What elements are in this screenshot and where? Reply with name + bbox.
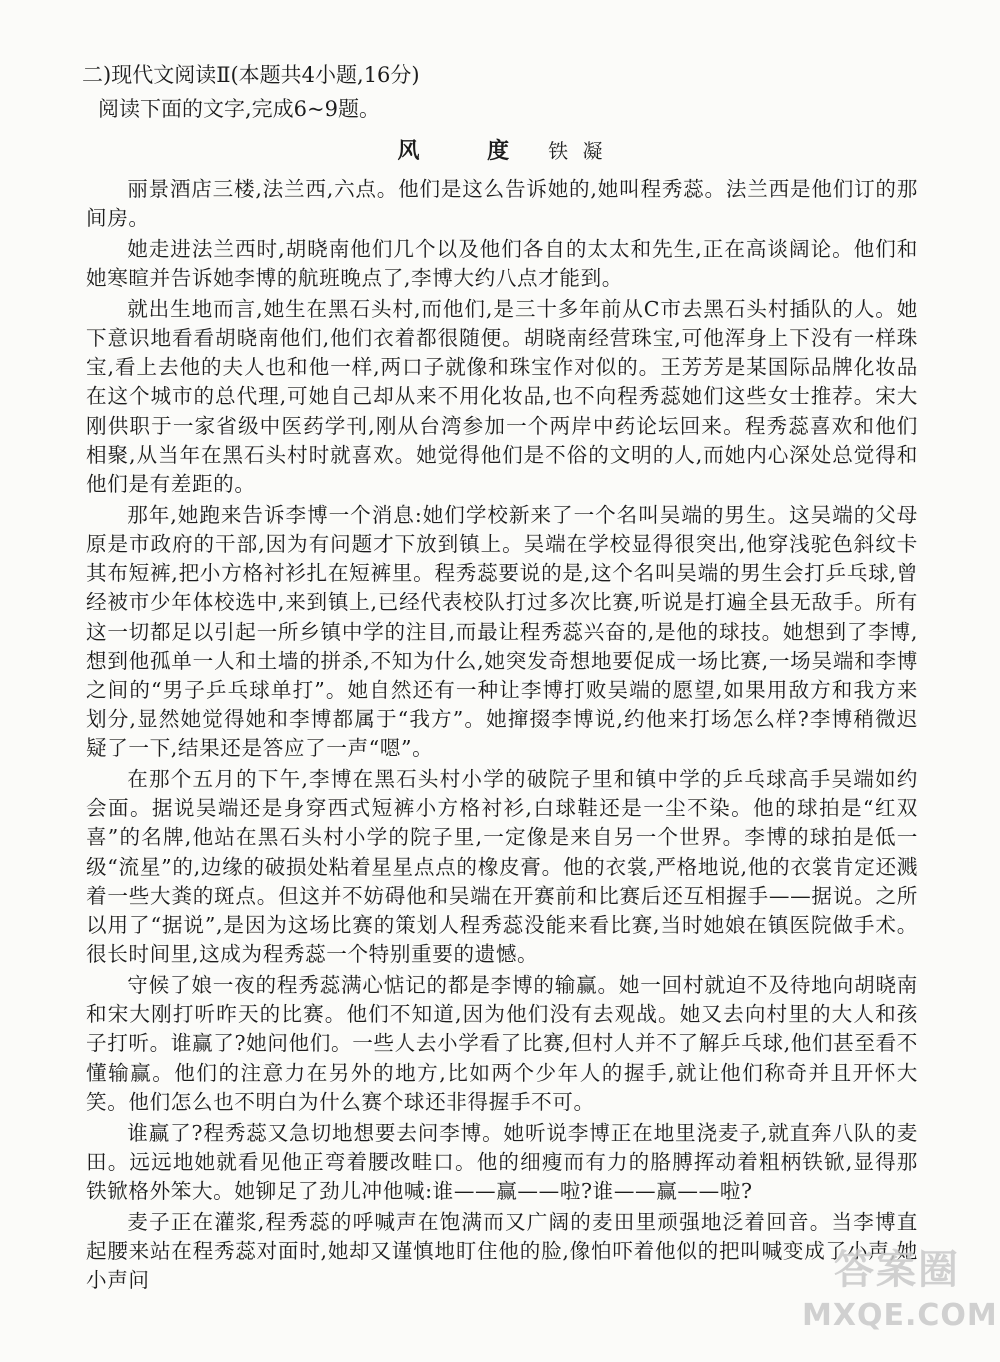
section-header: 二)现代文阅读Ⅱ(本题共4小题,16分) <box>82 63 420 87</box>
paragraph: 在那个五月的下午,李博在黑石头村小学的破院子里和镇中学的乒乓球高手吴端如约会面。据说吴端还是身穿西式短裤小方格衬衫,白球鞋还是一尘不染。他的球拍是“红双喜”的名牌,他站在黑石头村小学的院子里,一定像是来自另一个世界。李博的球拍是低一级“流星”的,边缘的破损处粘着星星点点的橡皮膏。他的衣裳,严格地说,他的衣裳肯定还溅着一些大粪的斑点。但这并不妨碍他和吴端在开赛前和比赛后还互相握手——据说。之所以用了“据说”,是因为这场比赛的策划人程秀蕊没能来看比赛,当时她娘在镇医院做手术。很长时间里,这成为程秀蕊一个特别重要的遗憾。 <box>86 767 918 967</box>
paragraph: 她走进法兰西时,胡晓南他们几个以及他们各自的太太和先生,正在高谈阔论。他们和她寒暄并告诉她李博的航班晚点了,李博大约八点才能到。 <box>86 236 918 291</box>
instruction: 阅读下面的文字,完成6~9题。 <box>98 97 380 121</box>
story-author: 铁 凝 <box>548 139 607 163</box>
watermark <box>802 1244 998 1354</box>
paragraph: 麦子正在灌浆,程秀蕊的呼喊声在饱满而又广阔的麦田里顽强地泛着回音。当李博直起腰来站在程秀蕊对面时,她却又谨慎地盯住他的脸,像怕吓着他似的把叫喊变成了小声,她小声问 <box>86 1209 918 1293</box>
story-title-row <box>86 134 918 169</box>
watermark-url: MXQE.COM <box>802 1298 998 1333</box>
paragraph: 守候了娘一夜的程秀蕊满心惦记的都是李博的输赢。她一回村就迫不及待地向胡晓南和宋大刚打听昨天的比赛。他们不知道,因为他们没有去观战。她又去向村里的大人和孩子打听。谁赢了?她问他们。一些人去小学看了比赛,但村人并不了解乒乓球,他们甚至看不懂输赢。他们的注意力在另外的地方,比如两个少年人的握手,就让他们称奇并且开怀大笑。他们怎么也不明白为什么赛个球还非得握手不可。 <box>86 972 918 1114</box>
reading-passage <box>82 58 918 1297</box>
watermark-logo: 答案圈 <box>834 1247 960 1293</box>
paragraph: 就出生地而言,她生在黑石头村,而他们,是三十多年前从C市去黑石头村插队的人。她下意识地看看胡晓南他们,他们衣着都很随便。胡晓南经营珠宝,可他浑身上下没有一样珠宝,看上去他的夫人也和他一样,两口子就像和珠宝作对似的。王芳芳是某国际品牌化妆品在这个城市的总代理,可她自己却从来不用化妆品,也不向程秀蕊她们这些女士推荐。宋大刚供职于一家省级中医药学刊,刚从台湾参加一个两岸中药论坛回来。程秀蕊喜欢和他们相聚,从当年在黑石头村时就喜欢。她觉得他们是不俗的文明的人,而她内心深处总觉得和他们是有差距的。 <box>86 296 918 497</box>
story-title: 风 度 <box>397 138 540 164</box>
paragraph: 丽景酒店三楼,法兰西,六点。他们是这么告诉她的,她叫程秀蕊。法兰西是他们订的那间房。 <box>86 177 918 231</box>
paragraph: 那年,她跑来告诉李博一个消息:她们学校新来了一个名叫吴端的男生。这吴端的父母原是市政府的干部,因为有问题才下放到镇上。吴端在学校显得很突出,他穿浅驼色斜纹卡其布短裤,把小方格衬衫扎在短裤里。程秀蕊要说的是,这个名叫吴端的男生会打乒乓球,曾经被市少年体校选中,来到镇上,已经代表校队打过多次比赛,听说是打遍全县无敌手。所有这一切都足以引起一所乡镇中学的注目,而最让程秀蕊兴奋的,是他的球技。她想到了李博,想到他孤单一人和土墙的拼杀,不知为什么,她突发奇想地要促成一场比赛,一场吴端和李博之间的“男子乒乓球单打”。她自然还有一种让李博打败吴端的愿望,如果用敌方和我方来划分,显然她觉得她和李博都属于“我方”。她撺掇李博说,约他来打场怎么样?李博稍微迟疑了一下,结果还是答应了一声“嗯”。 <box>86 502 918 761</box>
paragraph: 谁赢了?程秀蕊又急切地想要去问李博。她听说李博正在地里浇麦子,就直奔八队的麦田。远远地她就看见他正弯着腰改畦口。他的细瘦而有力的胳膊挥动着粗柄铁锨,显得那铁锨格外笨大。她铆足了劲儿冲他喊:谁——赢——啦?谁——赢——啦? <box>86 1120 918 1203</box>
